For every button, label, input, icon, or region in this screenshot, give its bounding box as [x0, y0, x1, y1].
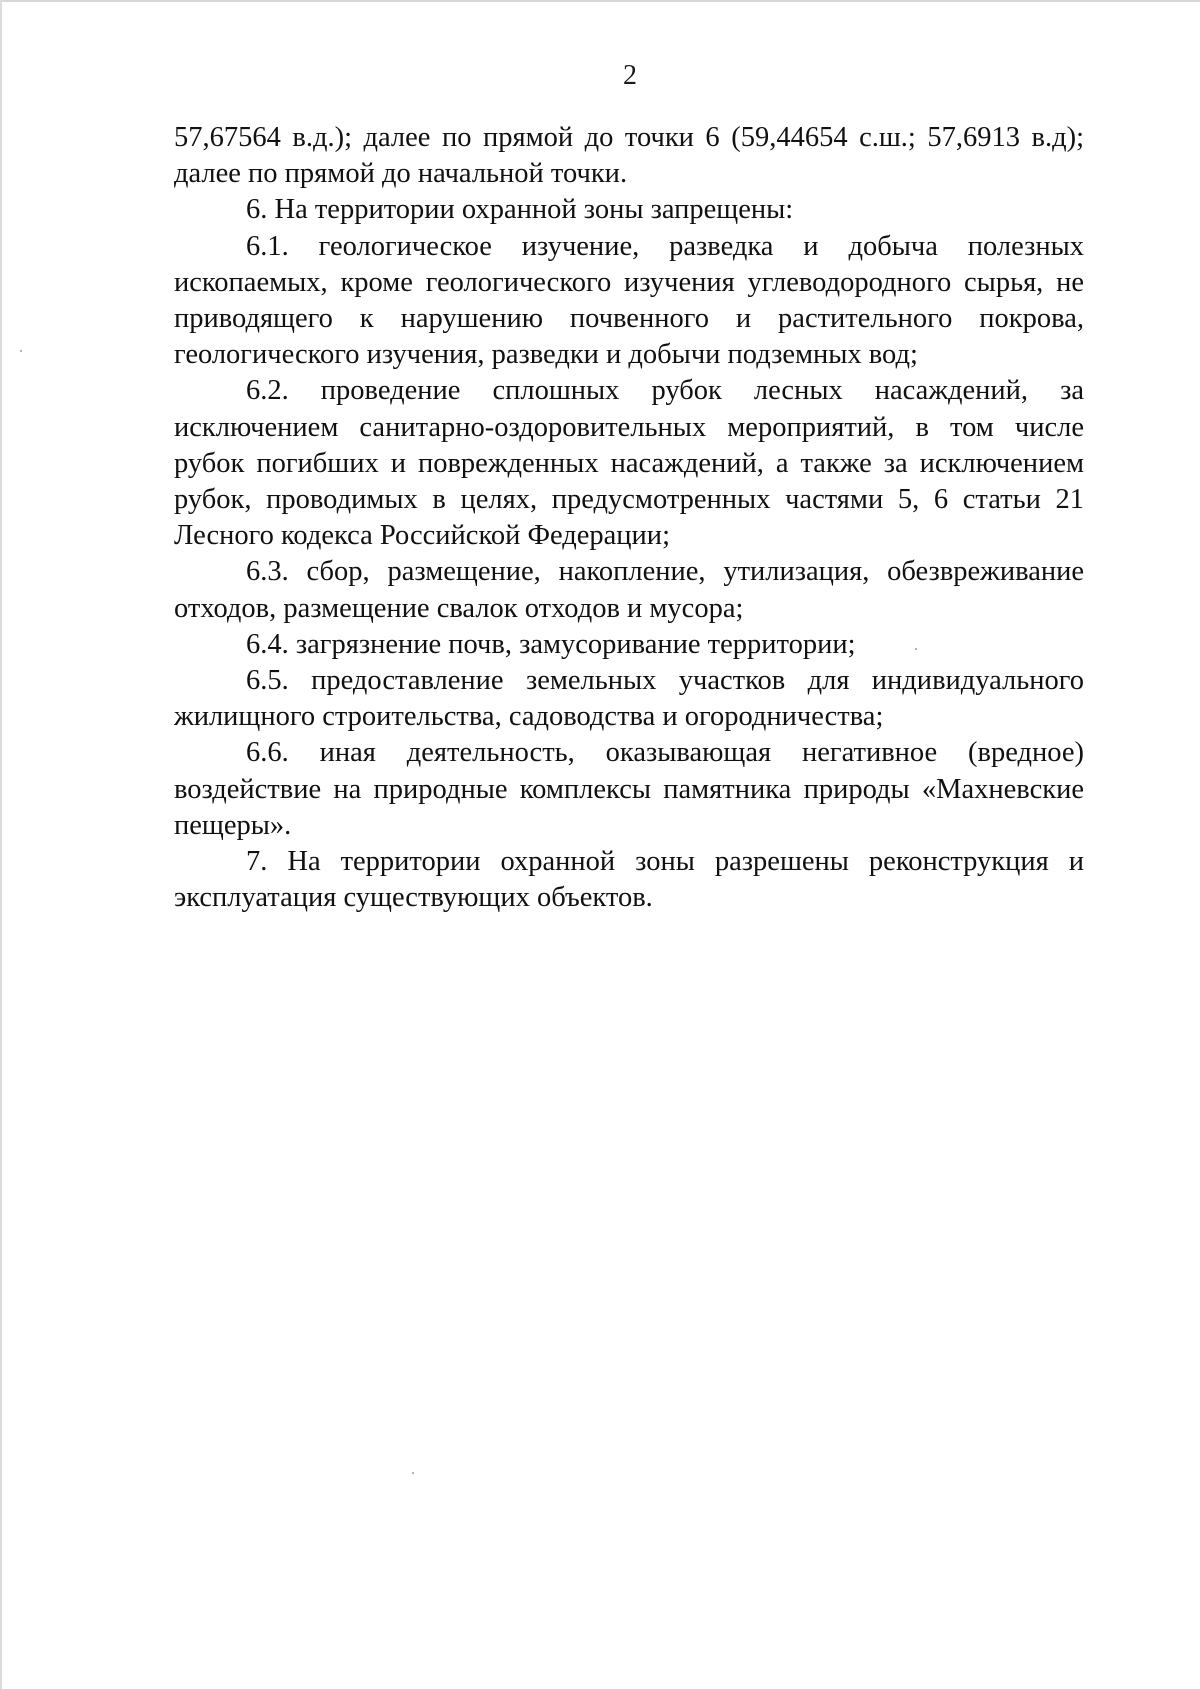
paragraph-6-4: 6.4. загрязнение почв, замусоривание территории; [246, 628, 856, 660]
scan-edge-left [0, 0, 2, 1689]
scan-speck [20, 350, 22, 352]
scan-edge-top [0, 0, 1200, 2]
paragraph-6-2: 6.2. проведение сплошных рубок лесных насаждений, за исключением санитарно-оздоровительных мероприятий, в том числе рубок погибших и поврежденных насаждений, а также за исключением рубок, проводимых в целях, предусмотренных частями 5, 6 статьи 21 Лесного кодекса Российской Федерации; [174, 375, 1084, 552]
paragraph-6-5: 6.5. предоставление земельных участков для индивидуального жилищного строительства, садоводства и огородничества; [174, 665, 1084, 733]
paragraph-6-3: 6.3. сбор, размещение, накопление, утилизация, обезвреживание отходов, размещение свалок отходов и мусора; [174, 556, 1084, 624]
scan-speck [412, 1472, 414, 1474]
paragraph-7: 7. На территории охранной зоны разрешены реконструкция и эксплуатация существующих объектов. [174, 846, 1084, 914]
paragraph-continuation: 57,67564 в.д.); далее по прямой до точки 6 (59,44654 с.ш.; 57,6913 в.д); далее по прямой до начальной точки. [174, 122, 1084, 190]
paragraph-6-6: 6.6. иная деятельность, оказывающая негативное (вредное) воздействие на природные комплексы памятника природы «Махневские пещеры». [174, 737, 1084, 841]
page-number: 2 [623, 60, 637, 91]
paragraph-6-1: 6.1. геологическое изучение, разведка и добыча полезных ископаемых, кроме геологического изучения углеводородного сырья, не приводящего к нарушению почвенного и растительного покрова, геологического изучения, разведки и добычи подземных вод; [174, 230, 1084, 371]
scan-speck [915, 648, 917, 650]
document-body [174, 120, 1084, 916]
paragraph-6: 6. На территории охранной зоны запрещены: [246, 194, 794, 226]
